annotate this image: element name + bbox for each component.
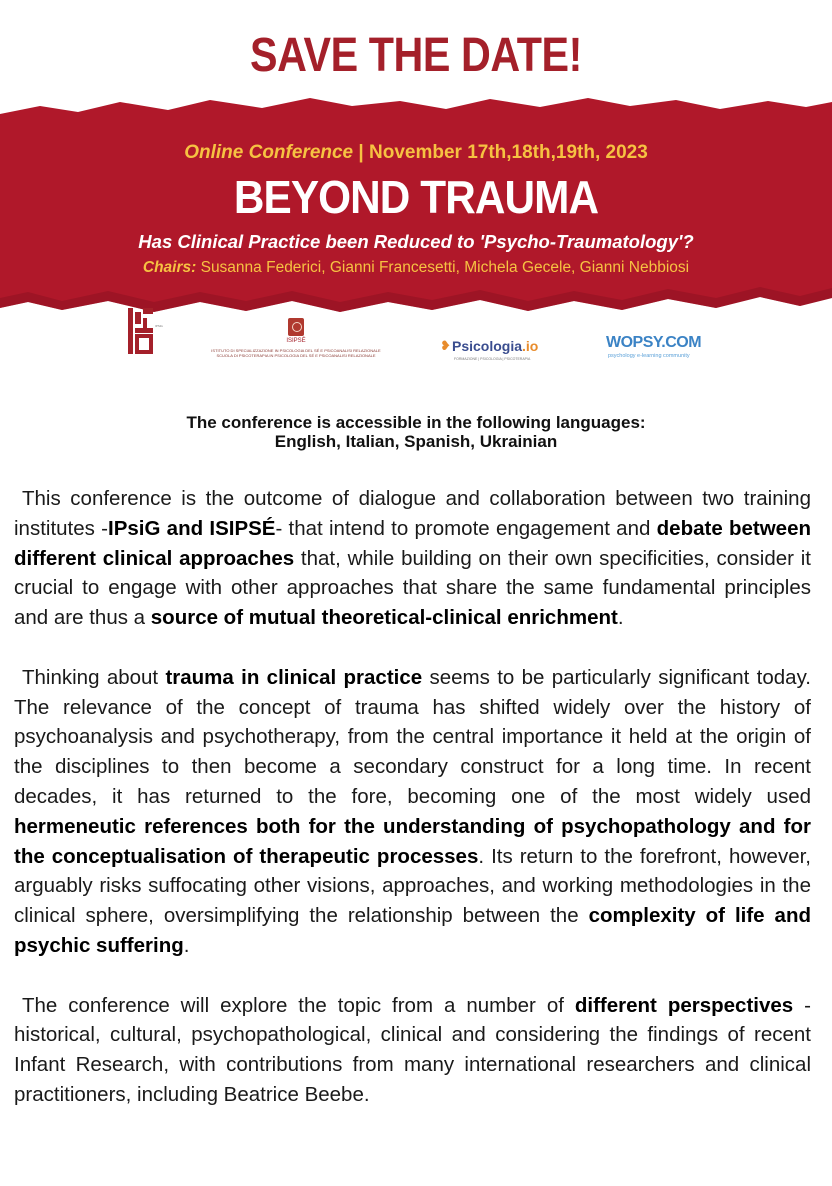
psicologia-suffix: .io (522, 338, 539, 354)
isipse-tagline (200, 348, 392, 358)
conference-dates-line (0, 142, 832, 164)
p2-bold-3: complexity of life and psychic suffering (14, 904, 811, 957)
conference-dates: November 17th,18th,19th, 2023 (369, 142, 648, 163)
conference-chairs (0, 259, 832, 277)
p2-bold-1: trauma in clinical practice (165, 665, 423, 689)
p1-bold-3: source of mutual theoretical-clinical enrichment (150, 606, 618, 630)
ipsig-name: IPSiG (155, 324, 163, 328)
p3-text-2: -historical, cultural, psychopathological, clinical and considering the findings of recent Infant Research, with contributions from many international researchers and clinical practitioners, including Beatrice Beebe. (14, 993, 811, 1106)
conference-type: Online Conference (184, 142, 354, 163)
partner-logos (0, 300, 832, 380)
p2-bold-2: hermeneutic references both for the understanding of psychopathology and for the conceptualisation of therapeutic processes (14, 814, 811, 868)
p1-bold-1: IPsiG and ISIPSÉ (108, 516, 276, 540)
psicologia-tagline: FORMAZIONE | PSICOLOGIA | PSICOTERAPIA (454, 357, 531, 361)
p1-text-2: - that intend to promote engagement and (275, 516, 657, 540)
isipse-emblem-icon (288, 318, 304, 336)
isipse-line-1: ISTITUTO DI SPECIALIZZAZIONE IN PSICOLOGIA DEL SÉ E PSICOANALISI RELAZIONALE (211, 348, 381, 353)
p2-text-4: . (183, 933, 190, 957)
p3-text-1: The conference will explore the topic from a number of (22, 993, 575, 1017)
page-title: SAVE THE DATE! (250, 29, 582, 82)
paragraph-1 (14, 484, 811, 633)
paragraph-3 (14, 991, 811, 1110)
p1-text-3: that, while building on their own specificities, consider it crucial to engage with other approaches that share the same fundamental principles and are thus a (14, 546, 811, 630)
isipse-line-2: SCUOLA DI PSICOTERAPIA IN PSICOLOGIA DEL SÉ E PSICOANALISI RELAZIONALE (216, 353, 376, 358)
chairs-label: Chairs: (142, 259, 197, 276)
p2-text-1: Thinking about (22, 665, 166, 689)
p3-bold-1: different perspectives (574, 993, 794, 1017)
p2-text-3: . Its return to the forefront, however, arguably risks suffocating other visions, approaches, and working methodologies in the clinical sphere, oversimplifying the relationship between the (14, 844, 811, 928)
isipse-name: ISIPSÉ (286, 338, 306, 344)
wopsy-logo (606, 334, 716, 364)
ipsig-logo (128, 308, 168, 372)
paragraph-2 (14, 663, 811, 961)
wopsy-tagline: psychology e-learning community (608, 353, 690, 359)
conference-title: BEYOND TRAUMA (233, 171, 599, 223)
p1-text-4: . (617, 606, 624, 630)
psicologia-word: Psicologia (452, 338, 523, 354)
p1-bold-2: debate between different clinical approaches (14, 516, 812, 570)
p2-text-2: seems to be particularly significant today. The relevance of the concept of trauma has shifted widely over the history of psychoanalysis and psychotherapy, from the central importance it held at the origin of the disciplines to then become a secondary construct for a long time. In recent decades, it has returned to the fore, becoming one of the most widely used (14, 665, 811, 808)
languages-notice (0, 413, 832, 451)
languages-line-1: The conference is accessible in the following languages: (186, 413, 646, 432)
conference-banner (0, 92, 832, 332)
isipse-logo (200, 310, 390, 372)
p1-text-1: This conference is the outcome of dialogue and collaboration between two training institutes - (14, 487, 811, 540)
psicologia-drop-icon: ❥ (440, 338, 451, 353)
body-text (14, 484, 811, 1140)
languages-line-2: English, Italian, Spanish, Ukrainian (274, 432, 558, 451)
psicologia-io-logo (440, 336, 555, 366)
chairs-names: Susanna Federici, Gianni Francesetti, Michela Gecele, Gianni Nebbiosi (196, 259, 690, 276)
psicologia-name (452, 338, 538, 354)
separator: | (353, 142, 369, 163)
conference-subtitle: Has Clinical Practice been Reduced to 'Psycho-Traumatology'? (138, 231, 694, 252)
ipsig-mark-icon (128, 308, 154, 354)
wopsy-name: WOPSY.COM (606, 334, 702, 351)
